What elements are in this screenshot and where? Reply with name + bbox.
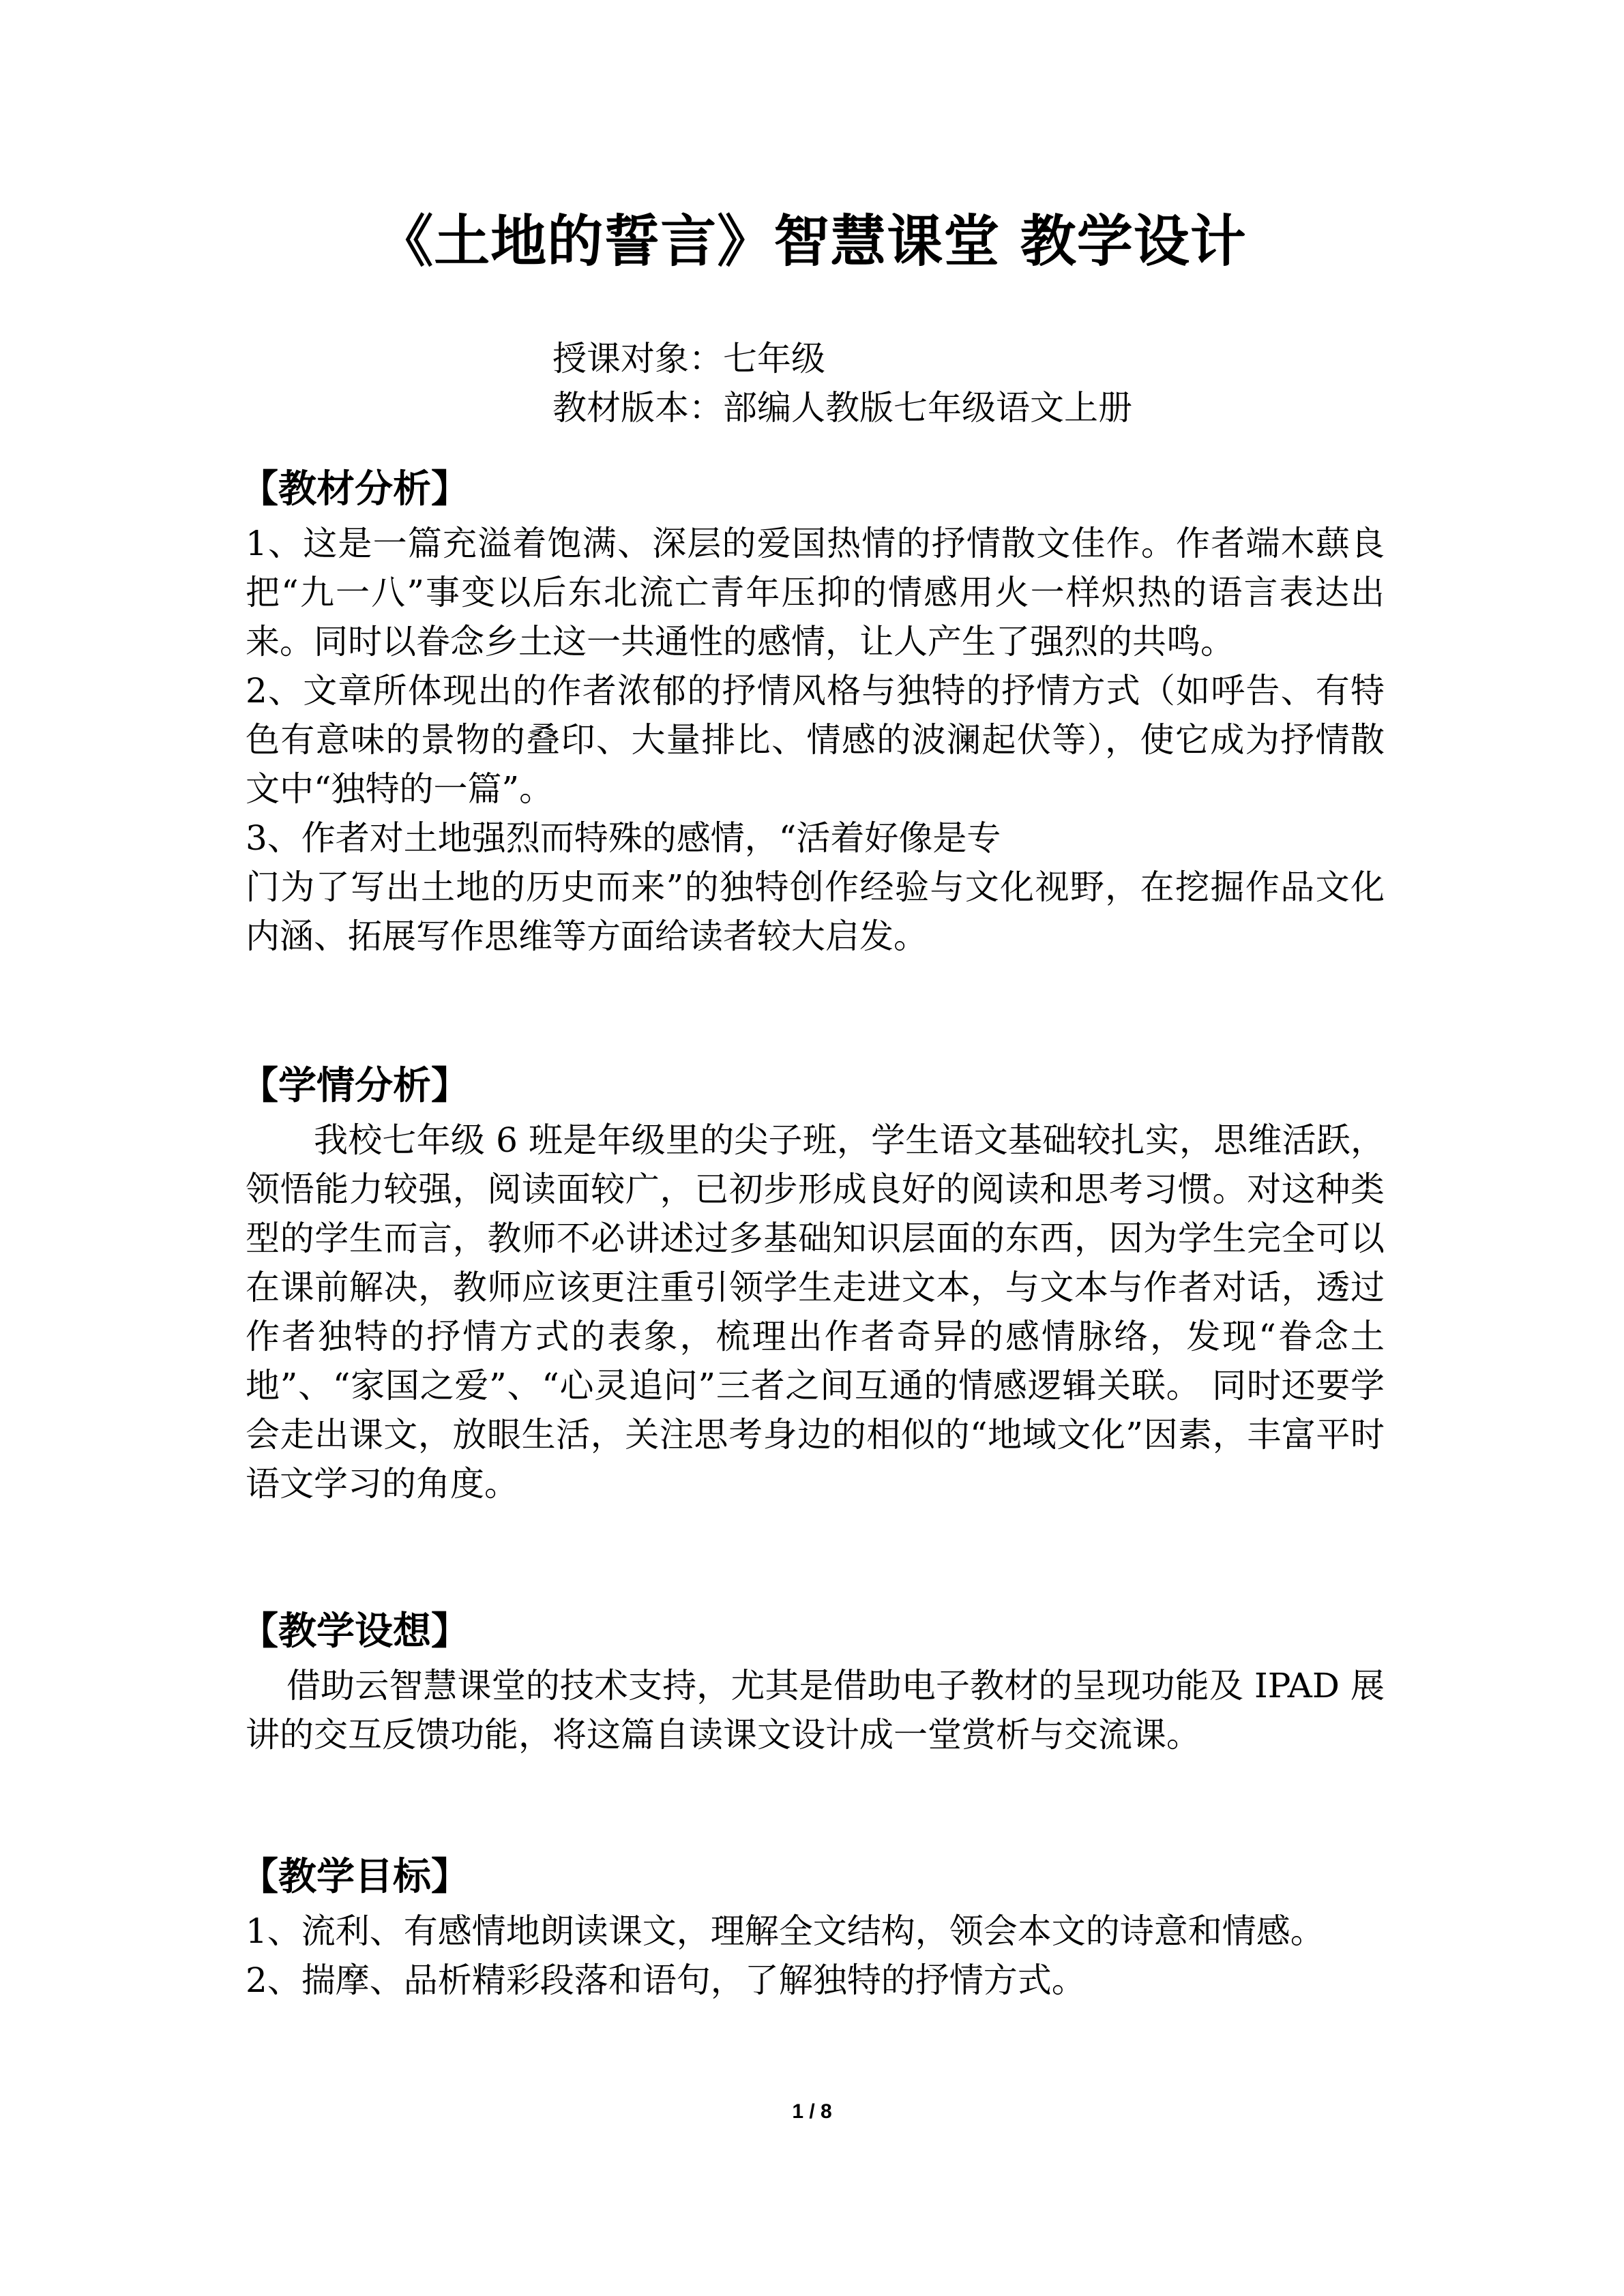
section-heading: 【教学设想】 <box>240 1609 469 1654</box>
section-textbook-analysis <box>240 460 1385 961</box>
section-heading: 【教学目标】 <box>240 1855 469 1899</box>
section-teaching-idea <box>240 1602 1385 1759</box>
paragraph: 2、揣摩、品析精彩段落和语句，了解独特的抒情方式。 <box>246 1960 1086 2000</box>
section-heading: 【教材分析】 <box>240 467 469 511</box>
section-teaching-goals <box>240 1848 1385 2005</box>
paragraph: 1、这是一篇充溢着饱满、深层的爱国热情的抒情散文佳作。作者端木蕻良把“九一八”事变以后东北流亡青年压抑的情感用火一样炽热的语言表达出来。同时以眷念乡土这一共通性的感情，让人产生了强烈的共鸣。 <box>246 524 1385 661</box>
paragraph: 3、作者对土地强烈而特殊的感情，“活着好像是专 <box>246 818 1001 858</box>
section-heading: 【学情分析】 <box>240 1064 469 1108</box>
paragraph: 我校七年级 6 班是年级里的尖子班，学生语文基础较扎实，思维活跃，领悟能力较强，阅读面较广，已初步形成良好的阅读和思考习惯。对这种类型的学生而言，教师不必讲述过多基础知识层面的东西，因为学生完全可以在课前解决，教师应该更注重引领学生走进文本，与文本与作者对话，透过作者独特的抒情方式的表象，梳理出作者奇异的感情脉络，发现“眷念土地”、“家国之爱”、“心灵追问”三者之间互通的情感逻辑关联。 同时还要学会走出课文，放眼生活，关注思考身边的相似的“地域文化”因素，丰富平时语文学习的角度。 <box>246 1120 1385 1504</box>
document-title: 《土地的誓言》智慧课堂 教学设计 <box>377 209 1247 274</box>
audience-line: 授课对象：七年级 <box>552 339 825 378</box>
edition-line: 教材版本：部编人教版七年级语文上册 <box>552 388 1132 428</box>
section-student-analysis <box>240 1057 1385 1508</box>
paragraph: 门为了写出土地的历史而来”的独特创作经验与文化视野，在挖掘作品文化内涵、拓展写作思维等方面给读者较大启发。 <box>246 867 1385 956</box>
page-number: 1 / 8 <box>792 2100 832 2123</box>
paragraph: 2、文章所体现出的作者浓郁的抒情风格与独特的抒情方式（如呼告、有特色有意味的景物的叠印、大量排比、情感的波澜起伏等），使它成为抒情散文中“独特的一篇”。 <box>246 671 1385 809</box>
paragraph: 借助云智慧课堂的技术支持，尤其是借助电子教材的呈现功能及 IPAD 展讲的交互反馈功能，将这篇自读课文设计成一堂赏析与交流课。 <box>246 1666 1385 1755</box>
lesson-meta <box>552 334 1132 432</box>
paragraph: 1、流利、有感情地朗读课文，理解全文结构，领会本文的诗意和情感。 <box>246 1911 1325 1951</box>
